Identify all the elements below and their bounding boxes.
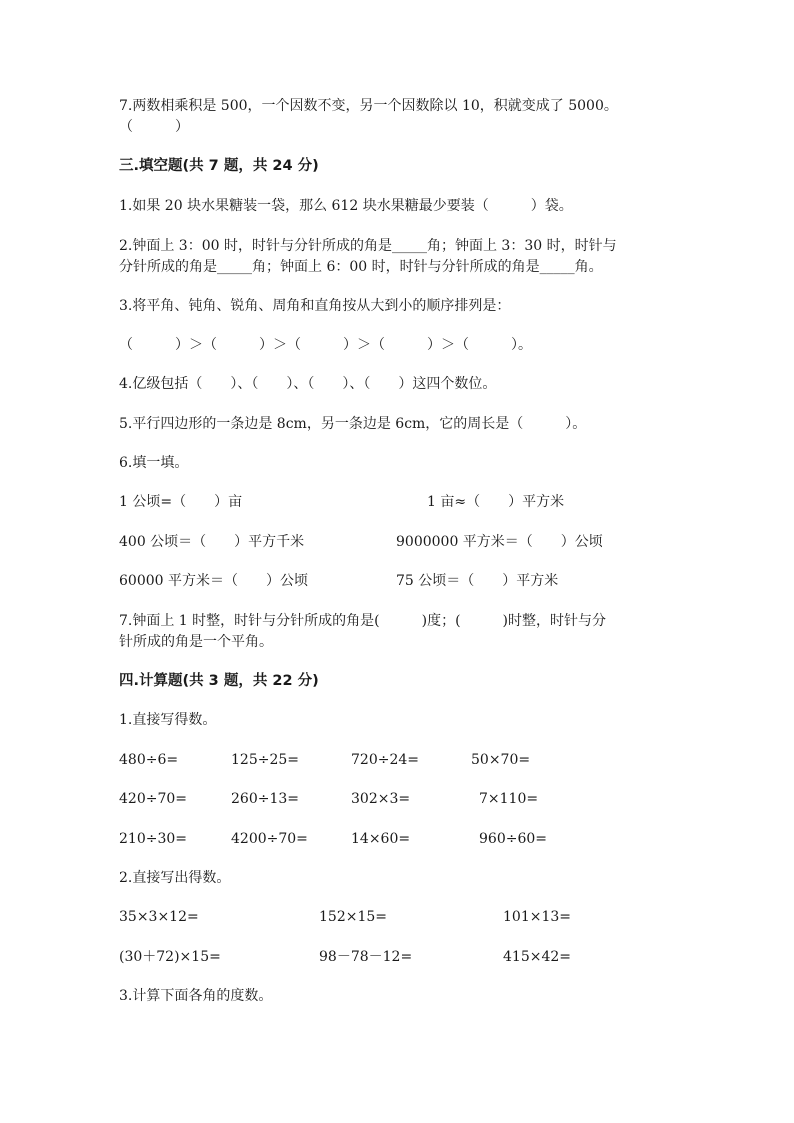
question-7-line1: 7.两数相乘积是 500，一个因数不变，另一个因数除以 10，积就变成了 5000。 [119, 98, 618, 114]
calc-item: 7×110= [479, 791, 539, 807]
answer-blank: （ ） [119, 119, 189, 135]
calc-item: (30＋72)×15= [119, 949, 221, 965]
calc-item: 480÷6= [119, 752, 179, 768]
question-3-line2: （ ）＞（ ）＞（ ）＞（ ）＞（ ）。 [119, 337, 532, 353]
question-5: 5.平行四边形的一条边是 8cm，另一条边是 6cm，它的周长是（ ）。 [119, 416, 587, 432]
calc-item: 101×13= [503, 909, 571, 925]
question-2-line1: 2.钟面上 3：00 时，时针与分针所成的角是_____角；钟面上 3：30 时，时针与 [119, 238, 617, 254]
section-title-calculation: 四.计算题(共 3 题，共 22 分) [119, 673, 319, 689]
calc-item: 415×42= [503, 949, 571, 965]
calc-item: 960÷60= [479, 831, 547, 847]
unit-conversion-item: 60000 平方米＝（ ）公顷 [119, 573, 308, 589]
section-title-fill-in: 三.填空题(共 7 题，共 24 分) [119, 158, 319, 174]
question-4: 4.亿级包括（ ）、（ ）、（ ）、（ ）这四个数位。 [119, 376, 497, 392]
calc-item: 420÷70= [119, 791, 187, 807]
calc-question-3-title: 3.计算下面各角的度数。 [119, 988, 273, 1004]
calc-item: 98－78－12= [319, 949, 413, 965]
calc-item: 14×60= [351, 831, 411, 847]
question-7-line1: 7.钟面上 1 时整，时针与分针所成的角是( )度；( )时整，时针与分 [119, 613, 607, 629]
unit-conversion-item: 75 公顷＝（ ）平方米 [396, 573, 559, 589]
calc-item: 210÷30= [119, 831, 187, 847]
unit-conversion-item: 400 公顷＝（ ）平方千米 [119, 534, 305, 550]
question-3-line1: 3.将平角、钝角、锐角、周角和直角按从大到小的顺序排列是： [119, 298, 511, 314]
question-2-line2: 分针所成的角是_____角；钟面上 6：00 时，时针与分针所成的角是_____角。 [119, 259, 603, 275]
calc-item: 302×3= [351, 791, 411, 807]
question-7-line2: 针所成的角是一个平角。 [119, 634, 273, 650]
question-1: 1.如果 20 块水果糖装一袋，那么 612 块水果糖最少要装（ ）袋。 [119, 198, 573, 214]
unit-conversion-item: 9000000 平方米＝（ ）公顷 [396, 534, 603, 550]
calc-item: 35×3×12= [119, 909, 199, 925]
question-6-title: 6.填一填。 [119, 455, 189, 471]
calc-item: 50×70= [471, 752, 531, 768]
calc-item: 125÷25= [231, 752, 299, 768]
calc-item: 720÷24= [351, 752, 419, 768]
calc-item: 152×15= [319, 909, 387, 925]
calc-question-1-title: 1.直接写得数。 [119, 712, 217, 728]
unit-conversion-item: 1 公顷=（ ）亩 [119, 494, 243, 510]
calc-item: 260÷13= [231, 791, 299, 807]
calc-item: 4200÷70= [231, 831, 308, 847]
unit-conversion-item: 1 亩≈（ ）平方米 [427, 494, 565, 510]
calc-question-2-title: 2.直接写出得数。 [119, 870, 231, 886]
